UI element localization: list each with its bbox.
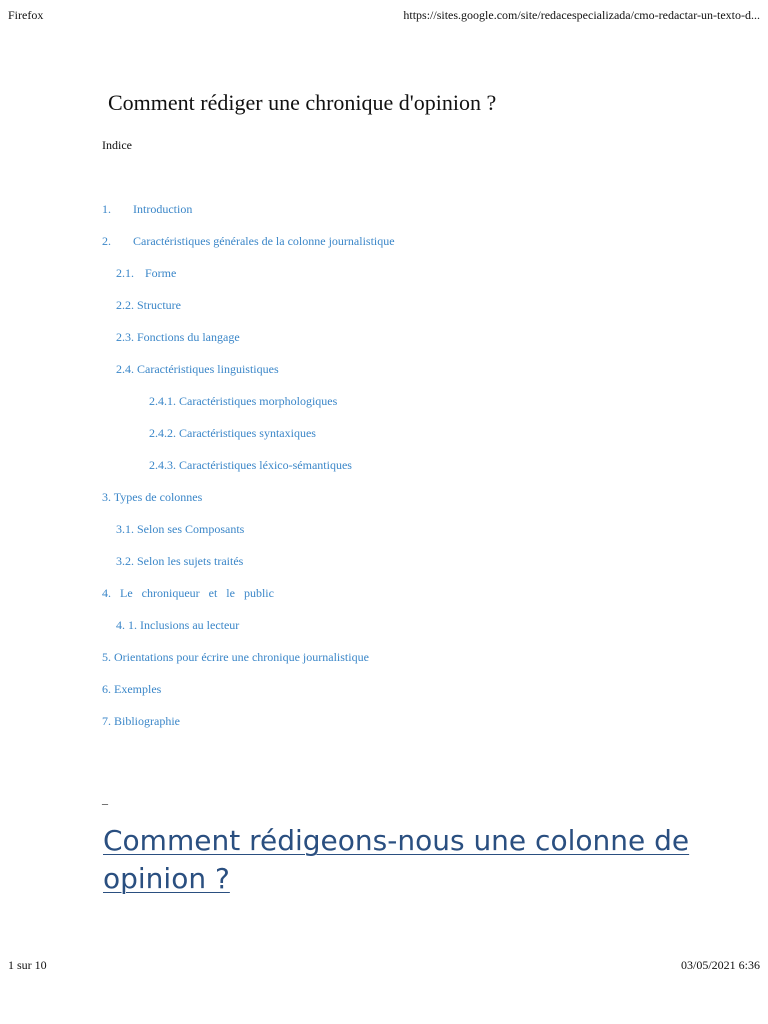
section-heading-link[interactable]: Comment rédigeons-nous une colonne de opinion ? <box>103 824 690 895</box>
toc-item-number: 2.4.2. <box>149 426 176 440</box>
toc-item-label: Structure <box>137 298 181 312</box>
toc-item-label: Bibliographie <box>114 714 180 728</box>
toc-item-label: Caractéristiques générales de la colonne journalistique <box>133 234 395 248</box>
toc-item-bibliographie[interactable] <box>102 714 180 729</box>
toc-item-exemples[interactable] <box>102 682 161 697</box>
toc-item-caracteristiques-linguistiques[interactable] <box>116 362 279 377</box>
toc-item-label: Le chroniqueur et le public <box>120 586 274 600</box>
toc-item-number: 5. <box>102 650 111 664</box>
toc-item-structure[interactable] <box>116 298 181 313</box>
print-footer-datetime: 03/05/2021 6:36 <box>680 958 760 972</box>
toc-item-label: Forme <box>145 266 177 280</box>
toc-item-label: Selon ses Composants <box>137 522 245 536</box>
index-label: Indice <box>102 138 132 152</box>
toc-item-morphologiques[interactable] <box>149 394 337 409</box>
toc-item-number: 3. <box>102 490 111 504</box>
toc-item-fonctions-du-langage[interactable] <box>116 330 240 345</box>
toc-item-number: 7. <box>102 714 111 728</box>
toc-item-lexico-semantiques[interactable] <box>149 458 352 473</box>
toc-item-syntaxiques[interactable] <box>149 426 316 441</box>
toc-item-number: 2.4.1. <box>149 394 176 408</box>
toc-item-forme[interactable] <box>116 266 176 281</box>
page-title: Comment rédiger une chronique d'opinion ? <box>108 90 497 115</box>
print-header-url: https://sites.google.com/site/redacespecializada/cmo-redactar-un-texto-d... <box>403 8 760 22</box>
toc-item-number: 6. <box>102 682 111 696</box>
toc-item-orientations[interactable] <box>102 650 369 665</box>
toc-item-label: Types de colonnes <box>113 490 203 504</box>
toc-item-label: Introduction <box>133 202 193 216</box>
toc-item-number: 2.3. <box>116 330 134 344</box>
toc-item-introduction[interactable] <box>102 202 192 217</box>
separator-dash: _ <box>102 792 108 806</box>
toc-item-number: 4. 1. <box>116 618 137 632</box>
toc-item-number: 2.4.3. <box>149 458 176 472</box>
toc-item-number: 2. <box>102 234 111 248</box>
toc-item-label: Caractéristiques léxico-sémantiques <box>179 458 352 472</box>
toc-item-caracteristiques-generales[interactable] <box>102 234 395 249</box>
toc-item-label: Orientations pour écrire une chronique journalistique <box>114 650 369 664</box>
toc-item-chroniqueur-et-public[interactable] <box>102 586 274 601</box>
toc-item-types-de-colonnes[interactable] <box>102 490 202 505</box>
toc-item-number: 4. <box>102 586 111 600</box>
toc-item-label: Caractéristiques morphologiques <box>179 394 338 408</box>
toc-item-number: 2.2. <box>116 298 134 312</box>
print-footer-page-number: 1 sur 10 <box>8 958 47 972</box>
toc-item-label: Selon les sujets traités <box>137 554 244 568</box>
toc-item-number: 3.2. <box>116 554 134 568</box>
toc-item-label: Exemples <box>114 682 162 696</box>
toc-item-label: Caractéristiques linguistiques <box>137 362 279 376</box>
toc-item-label: Caractéristiques syntaxiques <box>179 426 316 440</box>
toc-item-label: Fonctions du langage <box>137 330 240 344</box>
toc-item-number: 3.1. <box>116 522 134 536</box>
toc-item-selon-sujets[interactable] <box>116 554 243 569</box>
toc-item-selon-composants[interactable] <box>116 522 244 537</box>
toc-item-number: 1. <box>102 202 111 216</box>
toc-item-label: Inclusions au lecteur <box>140 618 240 632</box>
toc-item-inclusions-au-lecteur[interactable] <box>116 618 239 633</box>
toc-item-number: 2.4. <box>116 362 134 376</box>
toc-item-number: 2.1. <box>116 266 134 280</box>
print-header-browser: Firefox <box>8 8 44 22</box>
